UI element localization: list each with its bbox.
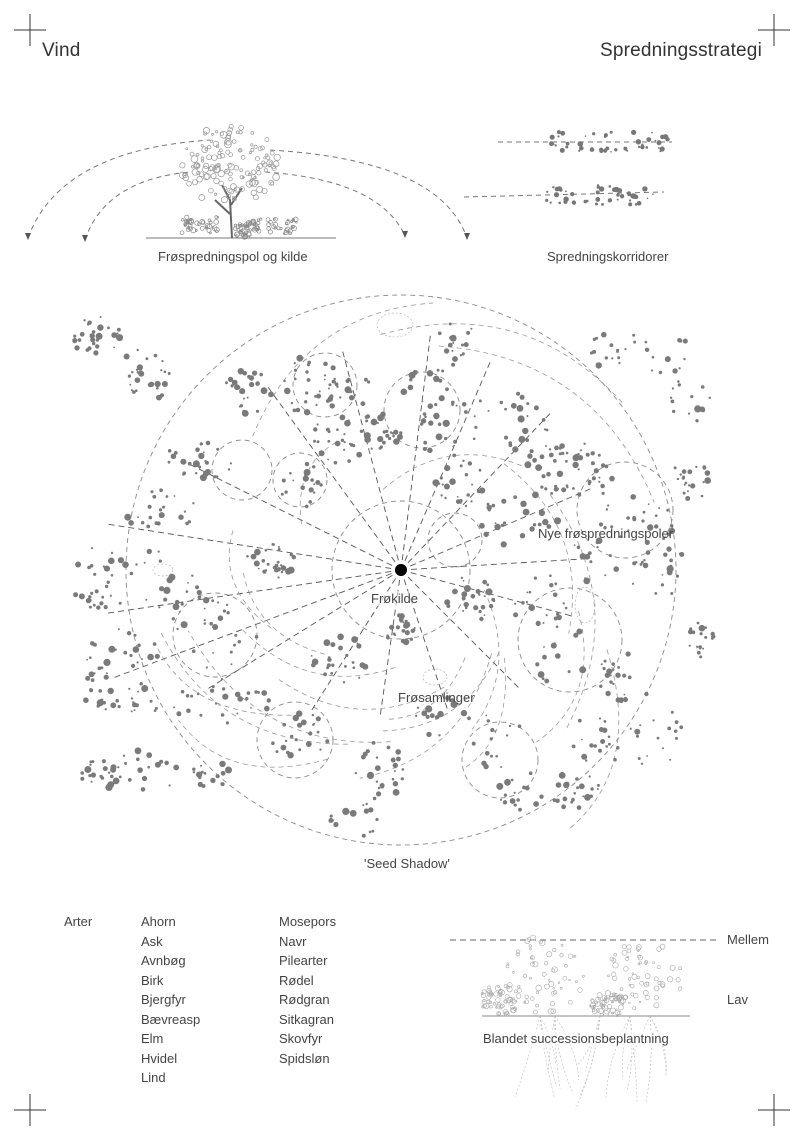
source-label: Frøkilde — [371, 591, 418, 606]
species-item: Hvidel — [141, 1050, 178, 1066]
seed-shadow-label: 'Seed Shadow' — [364, 856, 450, 871]
level-mid-label: Mellem — [727, 932, 769, 947]
new-poles-label: Nye frøspredningspoler — [538, 526, 674, 541]
page-title-right: Spredningsstrategi — [599, 40, 762, 61]
species-item: Skovfyr — [279, 1031, 323, 1046]
level-low-label: Lav — [727, 992, 748, 1007]
species-item: Lind — [141, 1070, 166, 1085]
corridor-caption: Spredningskorridorer — [547, 249, 669, 264]
page-title-left: Vind — [42, 40, 81, 61]
species-item: Spidsløn — [279, 1050, 330, 1066]
species-item: Rødel — [279, 972, 314, 988]
species-item: Bævreasp — [141, 1011, 201, 1027]
species-item: Navr — [279, 933, 307, 949]
species-item: Mosepors — [279, 914, 337, 929]
species-item: Elm — [141, 1031, 164, 1046]
species-item: Bjergfyr — [141, 992, 186, 1007]
source-caption: Frøspredningspol og kilde — [158, 249, 308, 264]
species-item: Avnbøg — [141, 953, 186, 968]
species-item: Sitkagran — [279, 1011, 334, 1027]
species-item: Ask — [141, 933, 163, 949]
planting-caption: Blandet successionsbeplantning — [483, 1031, 669, 1046]
species-item: Pilearter — [279, 953, 328, 968]
legend-heading: Arter — [64, 914, 93, 929]
cluster-label: Frøsamlinger — [398, 690, 475, 705]
species-item: Ahorn — [141, 914, 176, 929]
species-item: Birk — [141, 972, 164, 988]
species-item: Rødgran — [279, 992, 330, 1007]
